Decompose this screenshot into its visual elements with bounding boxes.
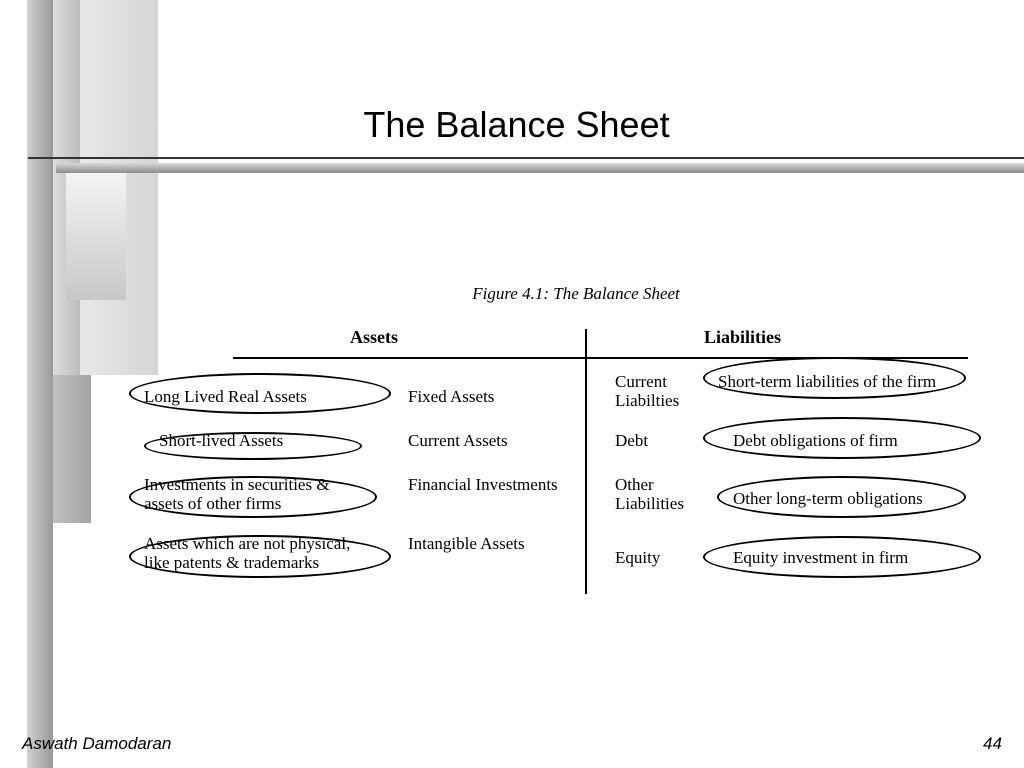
slide-title: The Balance Sheet [363,104,670,145]
title-divider-shadow [56,163,1024,173]
assets-header: Assets [350,327,398,347]
asset-desc-intangible-line1: Assets which are not physical, [144,534,351,553]
liab-cat-debt: Debt [615,431,649,450]
asset-cat-intangible: Intangible Assets [408,534,525,553]
liab-desc-other: Other long-term obligations [733,489,923,508]
center-divider [585,329,587,594]
liab-cat-current-line2: Liabilties [615,391,680,410]
decor-bar-under [49,375,91,523]
liab-cat-other-line1: Other [615,475,654,494]
liab-cat-current-line1: Current [615,372,667,391]
asset-cat-current: Current Assets [408,431,508,450]
liab-cat-other-line2: Liabilities [615,494,684,513]
asset-cat-financial: Financial Investments [408,475,558,494]
figure-caption: Figure 4.1: The Balance Sheet [472,284,680,303]
liab-desc-debt: Debt obligations of firm [733,431,898,450]
decor-bar-inner [66,173,126,300]
asset-cat-fixed: Fixed Assets [408,387,495,406]
title-divider [28,157,1024,159]
footer-author: Aswath Damodaran [22,734,172,753]
asset-desc-investments-line2: assets of other firms [144,494,282,513]
liab-cat-equity: Equity [615,548,661,567]
footer-page-number: 44 [983,734,1002,753]
asset-desc-long-lived: Long Lived Real Assets [144,387,307,406]
liab-desc-equity: Equity investment in firm [733,548,909,567]
asset-desc-investments-line1: Investments in securities & [144,475,330,494]
liab-desc-current: Short-term liabilities of the firm [718,372,937,391]
asset-desc-intangible-line2: like patents & trademarks [144,553,320,572]
liabilities-header: Liabilities [704,327,782,347]
asset-desc-short-lived: Short-lived Assets [159,431,284,450]
